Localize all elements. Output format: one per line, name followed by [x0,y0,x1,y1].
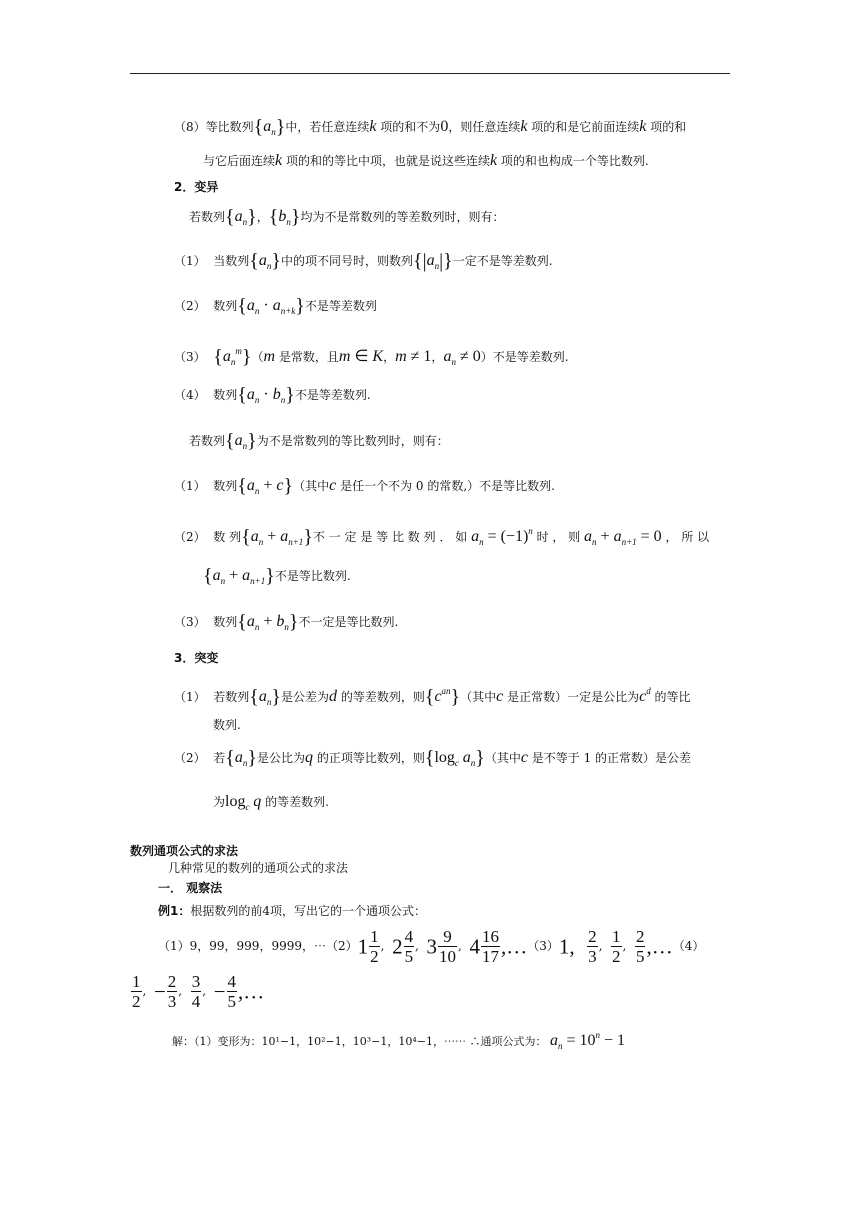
variation-4: （4） 数列$\{a_n \cdot b_n\}$不是等差数列. [174,384,371,406]
geometric-2: （2） 数 列$\{a_n + a_{n+1}\}$不 一 定 是 等 比 数 列 ． 如 $a_n = (-1)^n$ 时 ， 则 $a_n + a_{n+1} = 0$ ， 所 以 [174,526,710,548]
example-1 [158,902,426,920]
variation-3: （3） $\{a_n^m\}(m$ 是常数，且m ∈ K，m ≠ 1，$a_n \ne 0$）不是等差数列. [174,346,569,368]
geometric-3: （3） 数列$\{a_n + b_n\}$不一定是等比数列. [174,611,399,633]
method-heading: 一． 观察法 [158,881,223,895]
mutation-1-cont: 数列. [213,718,241,732]
mutation-2: （2） 若$\{a_n\}$是公比为q 的正项等比数列，则{$\log_c$ $a_n$}（其中c 是不等于 1 的正常数）是公差 [174,747,692,769]
heading-variation: 2．变异 [174,180,219,194]
line-8: （8）等比数列$\{a_n\}$中，若任意连续k 项的和不为0，则任意连续k 项的和是它前面连续k 项的和 [174,116,687,138]
example-sequences: （1）9，99，999，9999，⋯（2）1 $\frac{1}{2}$ , 2 $\frac{4}{5}$ , 3 $\frac{9}{10}$ , 4 $\frac{16}{17}$ ,…（3）1, $\frac{2}{3}$ , $\frac{1}{2}$ , $\frac{2}{5}$ ,…（4） [158,927,705,966]
example-label: 例1： [158,904,191,918]
seq-1: （1）9，99，999，9999，⋯（2） [158,939,358,953]
line-8-cont: 与它后面连续k 项的和的等比中项，也就是说这些连续k 项的和也构成一个等比数列. [203,152,649,169]
variation-2: （2） 数列$\{a_n \cdot a_{n+k}\}$不是等差数列 [174,295,377,317]
solution-label: 解： [172,1035,194,1048]
geometric-1: （1） 数列$\{a_n + c\}$（其中c 是任一个不为 0 的常数,）不是等比数列. [174,475,555,497]
mutation-2-cont: 为$\log_c q$ 的等差数列. [213,793,329,812]
example-text: 根据数列的前4项，写出它的一个通项公式： [190,904,426,918]
geometric-intro: 若数列$\{a_n\}$为不是常数列的等比数列时，则有： [189,430,449,452]
seq-4-label: （4） [672,939,705,953]
section-title: 数列通项公式的求法 [130,844,239,858]
solution-text: （1）变形为：10¹−1，10²−1，10³−1，10⁴−1，⋯⋯ ∴通项公式为： [194,1035,547,1048]
section-subtitle: 几种常见的数列的通项公式的求法 [168,861,349,875]
mutation-1: （1） 若数列$\{a_n\}$是公差为d 的等差数列，则$\{c^{an}\}$（其中c 是正常数）一定是公比为$c^d$ 的等比 [174,686,691,708]
heading-mutation: 3．突变 [174,651,219,665]
variation-intro: 若数列$\{a_n\}$，$\{b_n\}$均为不是常数列的等差数列时，则有： [189,206,505,228]
solution: 解：（1）变形为：10¹−1，10²−1，10³−1，10⁴−1，⋯⋯ ∴通项公式为： $a_n = 10^n - 1$ [172,1030,626,1051]
seq-3-label: （3） [527,939,559,953]
geometric-2-cont: $\{a_n + a_{n+1}\}$不是等比数列. [203,565,351,587]
example-sequence-4: $\frac{1}{2}$ , − $\frac{2}{3}$ , $\frac{3}{4}$ , − $\frac{4}{5}$ ,… [132,972,265,1011]
header-rule [130,73,730,74]
variation-1: （1） 当数列$\{a_n\}$中的项不同号时，则数列$\{|a_n|\}$一定不是等差数列. [174,250,553,272]
